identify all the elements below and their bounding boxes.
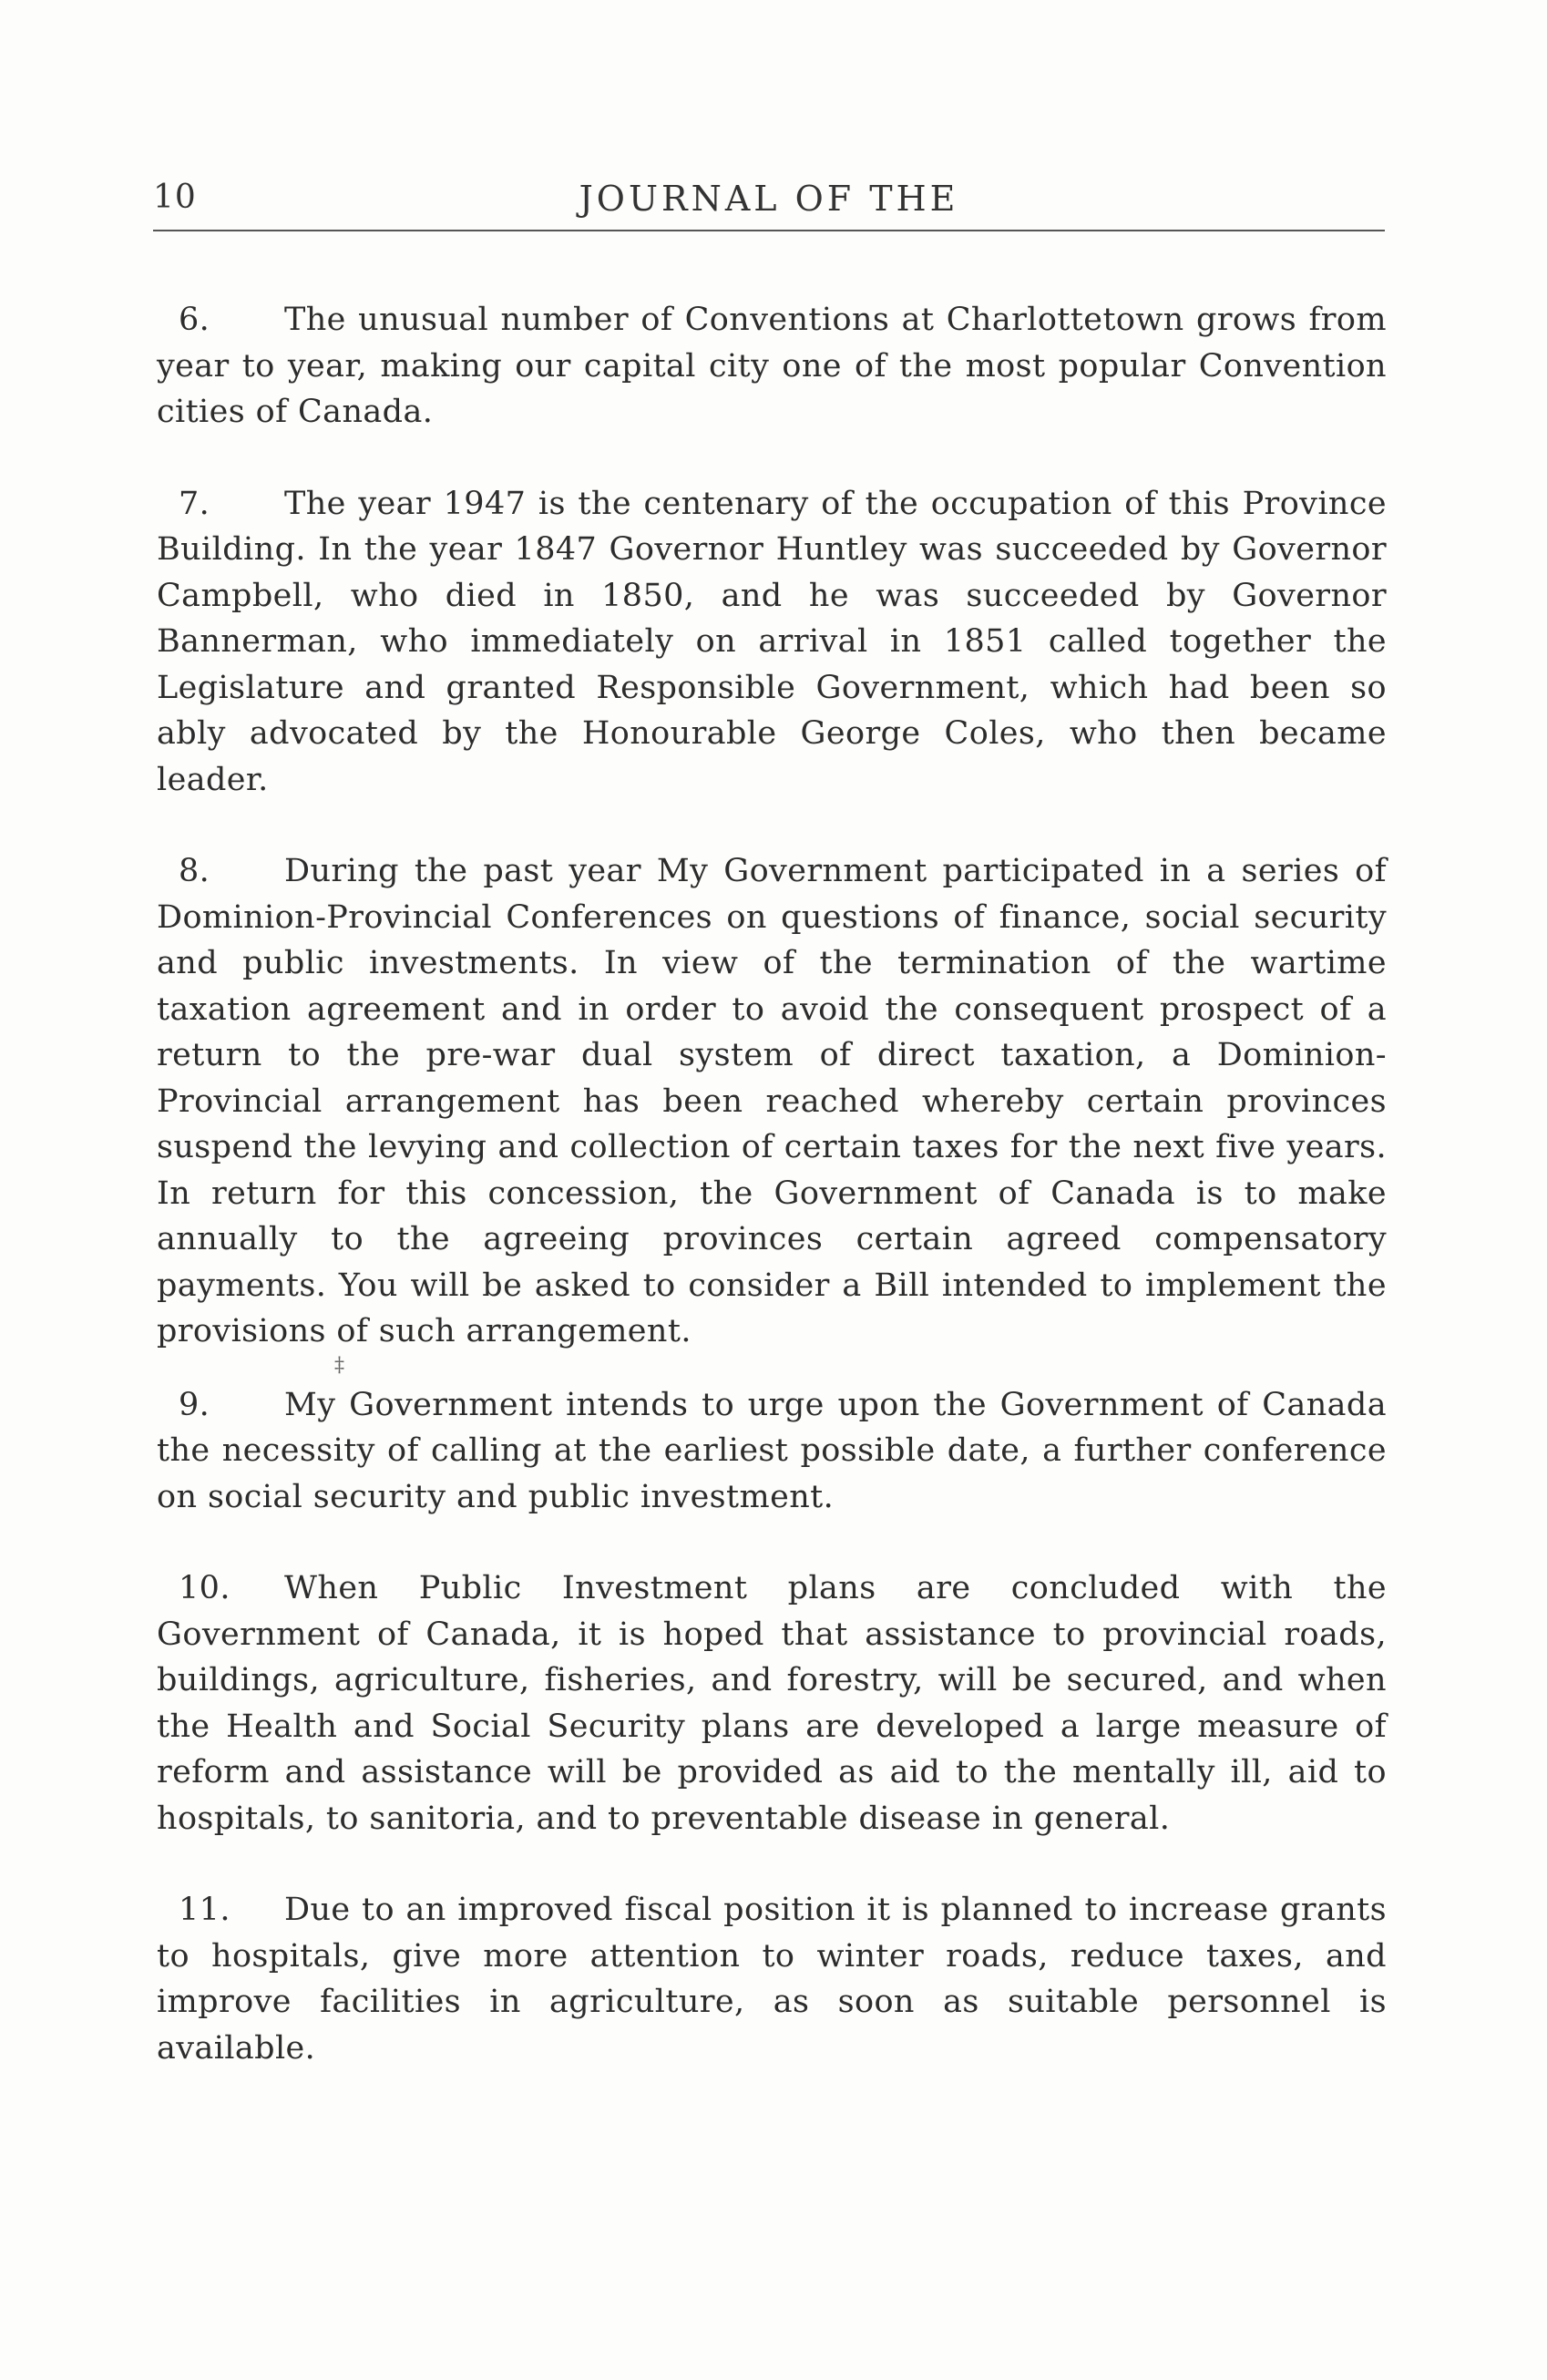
- paragraph-number: 10.: [179, 1570, 231, 1606]
- marginal-mark: ‡: [334, 1353, 345, 1377]
- paragraph-number: 6.: [179, 302, 210, 338]
- running-header: [153, 179, 1385, 231]
- paragraph-number: 8.: [179, 853, 210, 889]
- paragraph-text: Due to an improved fiscal position it is planned to increase grants to hospitals, give more attention to winter roads, reduce taxes, and improve facilities in agriculture, as soon as suitable personnel is available.: [157, 1892, 1387, 2067]
- paragraph-number: 11.: [179, 1892, 231, 1928]
- paragraph-10: [157, 1565, 1387, 1841]
- paragraph-number: 7.: [179, 485, 210, 522]
- paragraph-8: [157, 848, 1387, 1355]
- paragraph-9: [157, 1382, 1387, 1521]
- page-number: 10: [153, 179, 197, 216]
- paragraph-text: The unusual number of Conventions at Charlottetown grows from year to year, making our capital city one of the most popular Convention cities of Canada.: [157, 302, 1387, 430]
- paragraph-number: 9.: [179, 1386, 210, 1423]
- paragraph-text: The year 1947 is the centenary of the occupation of this Province Building. In the year 1847 Governor Huntley was succeeded by Governor Campbell, who died in 1850, and he was succeeded by Governor Bannerman, who immediately on arrival in 1851 called together the Legislature and granted Responsible Government, which had been so ably advocated by the Honourable George Coles, who then became leader.: [157, 485, 1387, 798]
- paragraph-text: My Government intends to urge upon the Government of Canada the necessity of calling at the earliest possible date, a further conference on social security and public investment.: [157, 1386, 1387, 1515]
- journal-title: JOURNAL OF THE: [579, 179, 959, 219]
- paragraph-text: When Public Investment plans are concluded with the Government of Canada, it is hoped that assistance to provincial roads, buildings, agriculture, fisheries, and forestry, will be secured, and when the Health and Social Security plans are developed a large measure of reform and assistance will be provided as aid to the mentally ill, aid to hospitals, to sanitoria, and to preventable disease in general.: [157, 1570, 1387, 1837]
- paragraph-7: [157, 481, 1387, 804]
- paragraph-6: [157, 297, 1387, 436]
- paragraph-text: During the past year My Government participated in a series of Dominion-Provincial Conferences on questions of finance, social security and public investments. In view of the termination of the wartime taxation agreement and in order to avoid the consequent prospect of a return to the pre-war dual system of direct taxation, a Dominion-Provincial arrangement has been reached whereby certain provinces suspend the levying and collection of certain taxes for the next five years. In return for this concession, the Government of Canada is to make annually to the agreeing provinces certain agreed compensatory payments. You will be asked to consider a Bill intended to implement the provisions of such arrangement.: [157, 853, 1387, 1349]
- paragraph-11: [157, 1887, 1387, 2071]
- body-text: [157, 297, 1387, 2117]
